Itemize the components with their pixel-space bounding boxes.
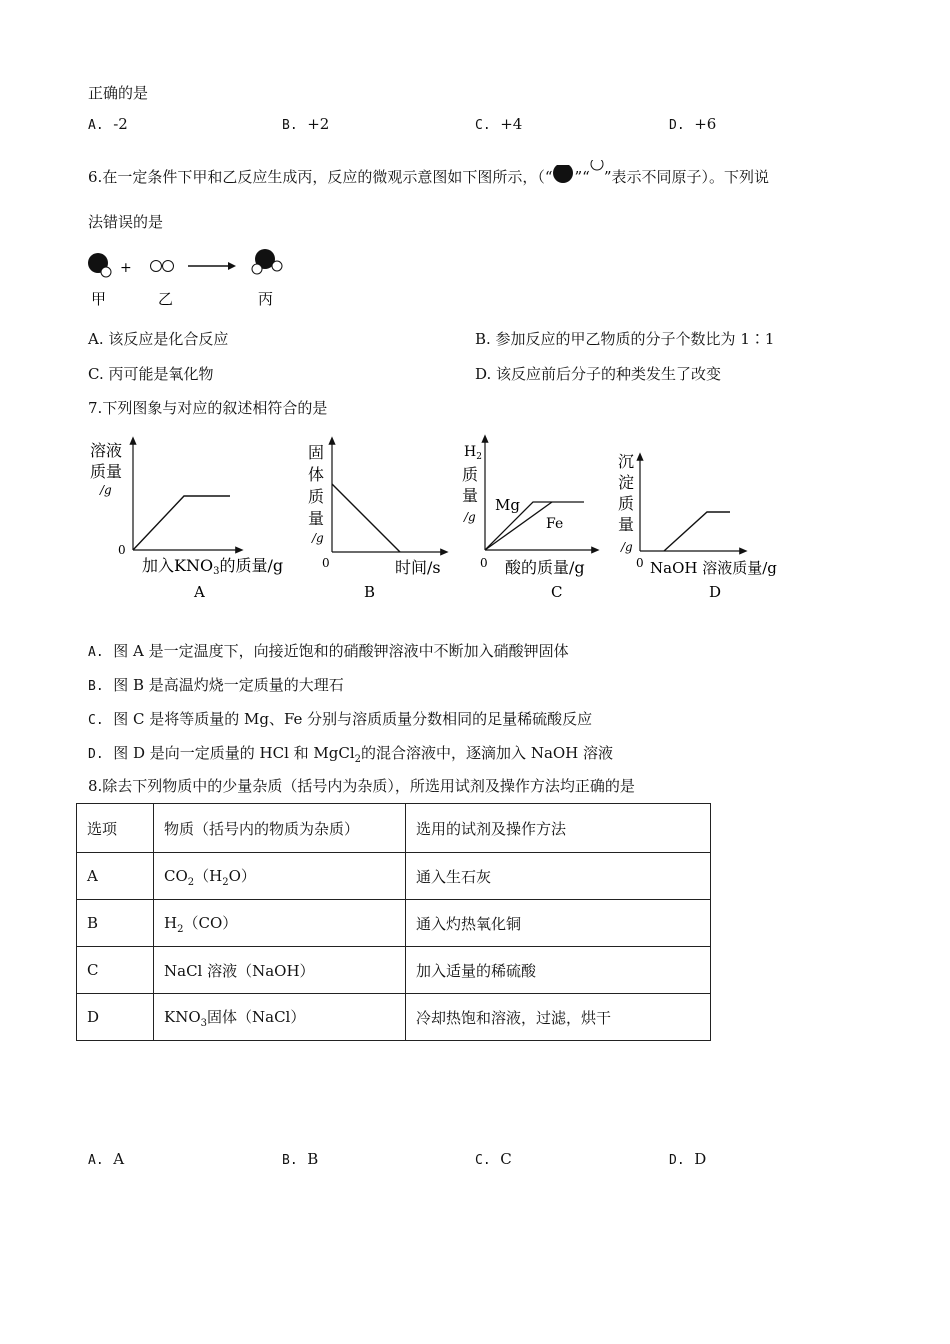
- svg-text:0: 0: [480, 556, 488, 570]
- q6-option-c: C. 丙可能是氧化物: [88, 365, 214, 383]
- svg-text:时间/s: 时间/s: [395, 558, 441, 577]
- label-bing: 丙: [258, 290, 274, 308]
- q5-option-a: A. -2: [88, 115, 128, 133]
- svg-text:A: A: [194, 583, 205, 601]
- svg-text:量: 量: [618, 515, 635, 534]
- svg-text:0: 0: [636, 556, 644, 570]
- table-row: A $CO_2(H_2O)$ 通入生石灰: [77, 853, 711, 900]
- svg-text:NaOH 溶液质量/g: NaOH 溶液质量/g: [650, 559, 777, 577]
- plus-sign: +: [120, 260, 132, 276]
- svg-text:质: 质: [462, 465, 479, 484]
- q7-option-a: A. 图 A 是一定温度下，向接近饱和的硝酸钾溶液中不断加入硝酸钾固体: [88, 642, 569, 660]
- svg-text:/g: /g: [312, 531, 324, 545]
- q7-option-c: C. 图 C 是将等质量的 Mg、Fe 分别与溶质质量分数相同的足量稀硫酸反应: [88, 710, 593, 728]
- q8-option-d: D. D: [669, 1150, 707, 1168]
- svg-text:溶液: 溶液: [90, 441, 123, 460]
- table-row: D $KNO_3$固体（NaCl） 冷却热饱和溶液，过滤，烘干: [77, 994, 711, 1041]
- svg-text:量: 量: [462, 486, 479, 505]
- svg-text:淀: 淀: [618, 473, 635, 492]
- graph-b: [308, 440, 445, 601]
- svg-text:/g: /g: [621, 540, 633, 554]
- q6-stem: 6.在一定条件下甲和乙反应生成丙，反应的微观示意图如下图所示，（“ ”“ ”表示不同原子）。下列说: [88, 160, 769, 187]
- svg-text:沉: 沉: [618, 452, 635, 471]
- molecule-yi: [151, 261, 174, 272]
- black-atom-icon: [552, 165, 574, 185]
- label-yi: 乙: [158, 290, 174, 308]
- svg-text:D: D: [709, 583, 722, 601]
- svg-text:量: 量: [308, 509, 325, 528]
- q7-stem: 7.下列图象与对应的叙述相符合的是: [88, 399, 328, 417]
- svg-text:/g: /g: [100, 483, 112, 497]
- q6-reaction-diagram: [80, 244, 300, 314]
- graph-a: [90, 440, 283, 601]
- molecule-jia: [88, 253, 111, 277]
- svg-text:H2: $H_2$: [464, 444, 482, 462]
- table-row: B $H_2(CO)$ 通入灼热氧化铜: [77, 900, 711, 947]
- svg-text:C: C: [551, 583, 563, 601]
- svg-text:酸的质量/g: 酸的质量/g: [505, 558, 585, 577]
- table-row: C NaCl 溶液（NaOH） 加入适量的稀硫酸: [77, 947, 711, 994]
- q7-option-d: D. 图 D 是向一定质量的 HCl 和 MgCl$_2$的混合溶液中，逐滴加入 NaOH 溶液: [88, 744, 614, 765]
- q6-stem-line2: 法错误的是: [88, 213, 164, 231]
- svg-text:B: B: [364, 583, 376, 601]
- svg-text:/g: /g: [464, 510, 476, 524]
- graph-d-curve: [664, 512, 730, 551]
- svg-text:固: 固: [308, 443, 325, 462]
- svg-text:加入KNO3的质量/g: 加入KNO3的质量/g: [142, 556, 284, 577]
- molecule-bing: [252, 249, 282, 274]
- svg-text:质: 质: [308, 487, 325, 506]
- white-atom-icon: [590, 160, 604, 180]
- graph-c: [462, 438, 596, 601]
- label-jia: 甲: [91, 290, 107, 308]
- q6-option-b: B. 参加反应的甲乙物质的分子个数比为 1∶1: [475, 330, 775, 348]
- svg-text:Fe: Fe: [546, 516, 564, 532]
- q8-stem: 8.除去下列物质中的少量杂质（括号内为杂质），所选用试剂及操作方法均正确的是: [88, 777, 635, 795]
- svg-text:0: 0: [322, 556, 330, 570]
- graph-b-curve: [332, 484, 400, 552]
- q6-number: 6.: [88, 168, 103, 186]
- svg-text:体: 体: [308, 465, 325, 484]
- q8-option-a: A. A: [88, 1150, 125, 1168]
- q5-option-c: C. +4: [475, 115, 523, 133]
- q7-option-b: B. 图 B 是高温灼烧一定质量的大理石: [88, 676, 344, 694]
- svg-text:Mg: Mg: [495, 496, 520, 514]
- q6-option-d: D. 该反应前后分子的种类发生了改变: [475, 365, 722, 383]
- q8-option-c: C. C: [475, 1150, 512, 1168]
- q5-stem-tail: 正确的是: [88, 84, 149, 102]
- svg-text:质: 质: [618, 494, 635, 513]
- q8-table: [76, 803, 711, 1041]
- table-header-row: 选项 物质（括号内的物质为杂质） 选用的试剂及操作方法: [77, 804, 711, 853]
- graph-d: [618, 452, 777, 601]
- q7-graphs: [80, 430, 800, 610]
- svg-text:质量: 质量: [90, 462, 123, 481]
- svg-text:0: 0: [118, 543, 126, 557]
- q5-option-b: B. +2: [282, 115, 330, 133]
- q5-option-d: D. +6: [669, 115, 717, 133]
- q6-option-a: A. 该反应是化合反应: [88, 330, 229, 348]
- q8-option-b: B. B: [282, 1150, 319, 1168]
- graph-a-curve: [133, 496, 230, 550]
- reaction-arrow: [188, 262, 236, 270]
